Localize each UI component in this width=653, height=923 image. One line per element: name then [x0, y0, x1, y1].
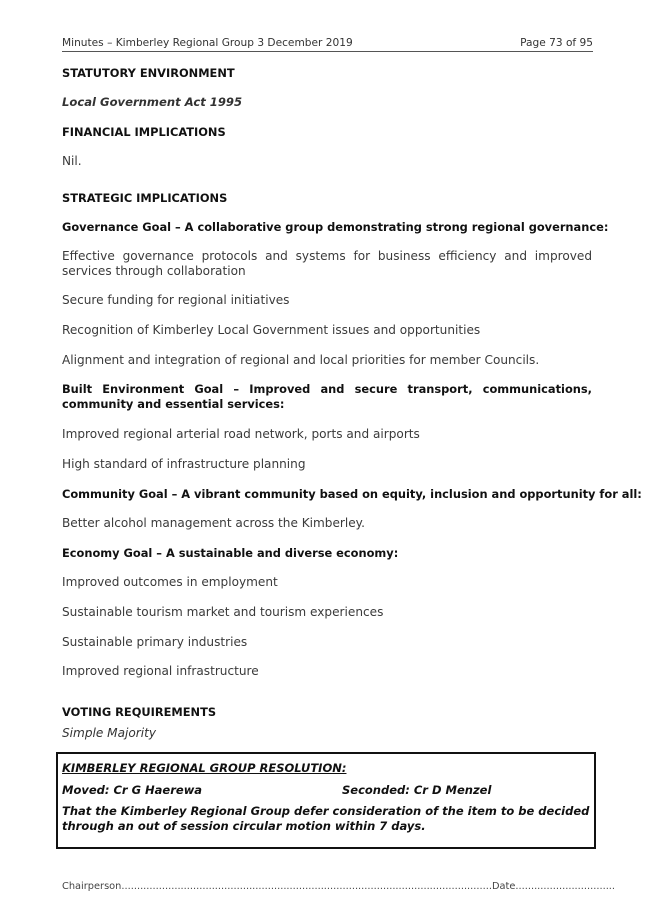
- governance-item: Recognition of Kimberley Local Government issues and opportunities: [62, 323, 481, 337]
- economy-item: Improved regional infrastructure: [62, 664, 259, 678]
- page-number: Page 73 of 95: [520, 37, 593, 49]
- voting-heading: VOTING REQUIREMENTS: [62, 705, 217, 719]
- resolution-text: That the Kimberley Regional Group defer consideration of the item to be decided through an out of session circular motion within 7 days.: [62, 804, 590, 833]
- governance-item: Effective governance protocols and systems for business efficiency and improved services through collaboration: [62, 249, 592, 278]
- statutory-heading: STATUTORY ENVIRONMENT: [62, 66, 235, 80]
- header-title: Minutes – Kimberley Regional Group 3 December 2019: [62, 37, 353, 49]
- community-goal: Community Goal – A vibrant community based on equity, inclusion and opportunity for all:: [62, 487, 642, 501]
- community-item: Better alcohol management across the Kimberley.: [62, 516, 365, 530]
- economy-item: Improved outcomes in employment: [62, 575, 278, 589]
- built-item: High standard of infrastructure planning: [62, 457, 306, 471]
- built-environment-goal: Built Environment Goal – Improved and secure transport, communications, community and essential services:: [62, 382, 592, 411]
- governance-goal: Governance Goal – A collaborative group demonstrating strong regional governance:: [62, 220, 609, 234]
- governance-item: Secure funding for regional initiatives: [62, 293, 290, 307]
- voting-text: Simple Majority: [62, 726, 156, 740]
- resolution-seconded: Seconded: Cr D Menzel: [342, 783, 492, 797]
- resolution-moved: Moved: Cr G Haerewa: [62, 783, 203, 797]
- built-item: Improved regional arterial road network, ports and airports: [62, 427, 420, 441]
- statutory-text: Local Government Act 1995: [62, 95, 243, 109]
- governance-item: Alignment and integration of regional and local priorities for member Councils.: [62, 353, 540, 367]
- resolution-box: [56, 752, 596, 849]
- economy-item: Sustainable tourism market and tourism experiences: [62, 605, 384, 619]
- financial-heading: FINANCIAL IMPLICATIONS: [62, 125, 226, 139]
- signature-line: Chairperson.......................................................................................................................Date................................: [62, 881, 616, 892]
- financial-text: Nil.: [62, 154, 82, 168]
- strategic-heading: STRATEGIC IMPLICATIONS: [62, 191, 228, 205]
- resolution-title: KIMBERLEY REGIONAL GROUP RESOLUTION:: [62, 761, 347, 775]
- economy-item: Sustainable primary industries: [62, 635, 248, 649]
- economy-goal: Economy Goal – A sustainable and diverse economy:: [62, 546, 399, 560]
- page-header: [62, 37, 593, 49]
- header-divider: [62, 51, 593, 52]
